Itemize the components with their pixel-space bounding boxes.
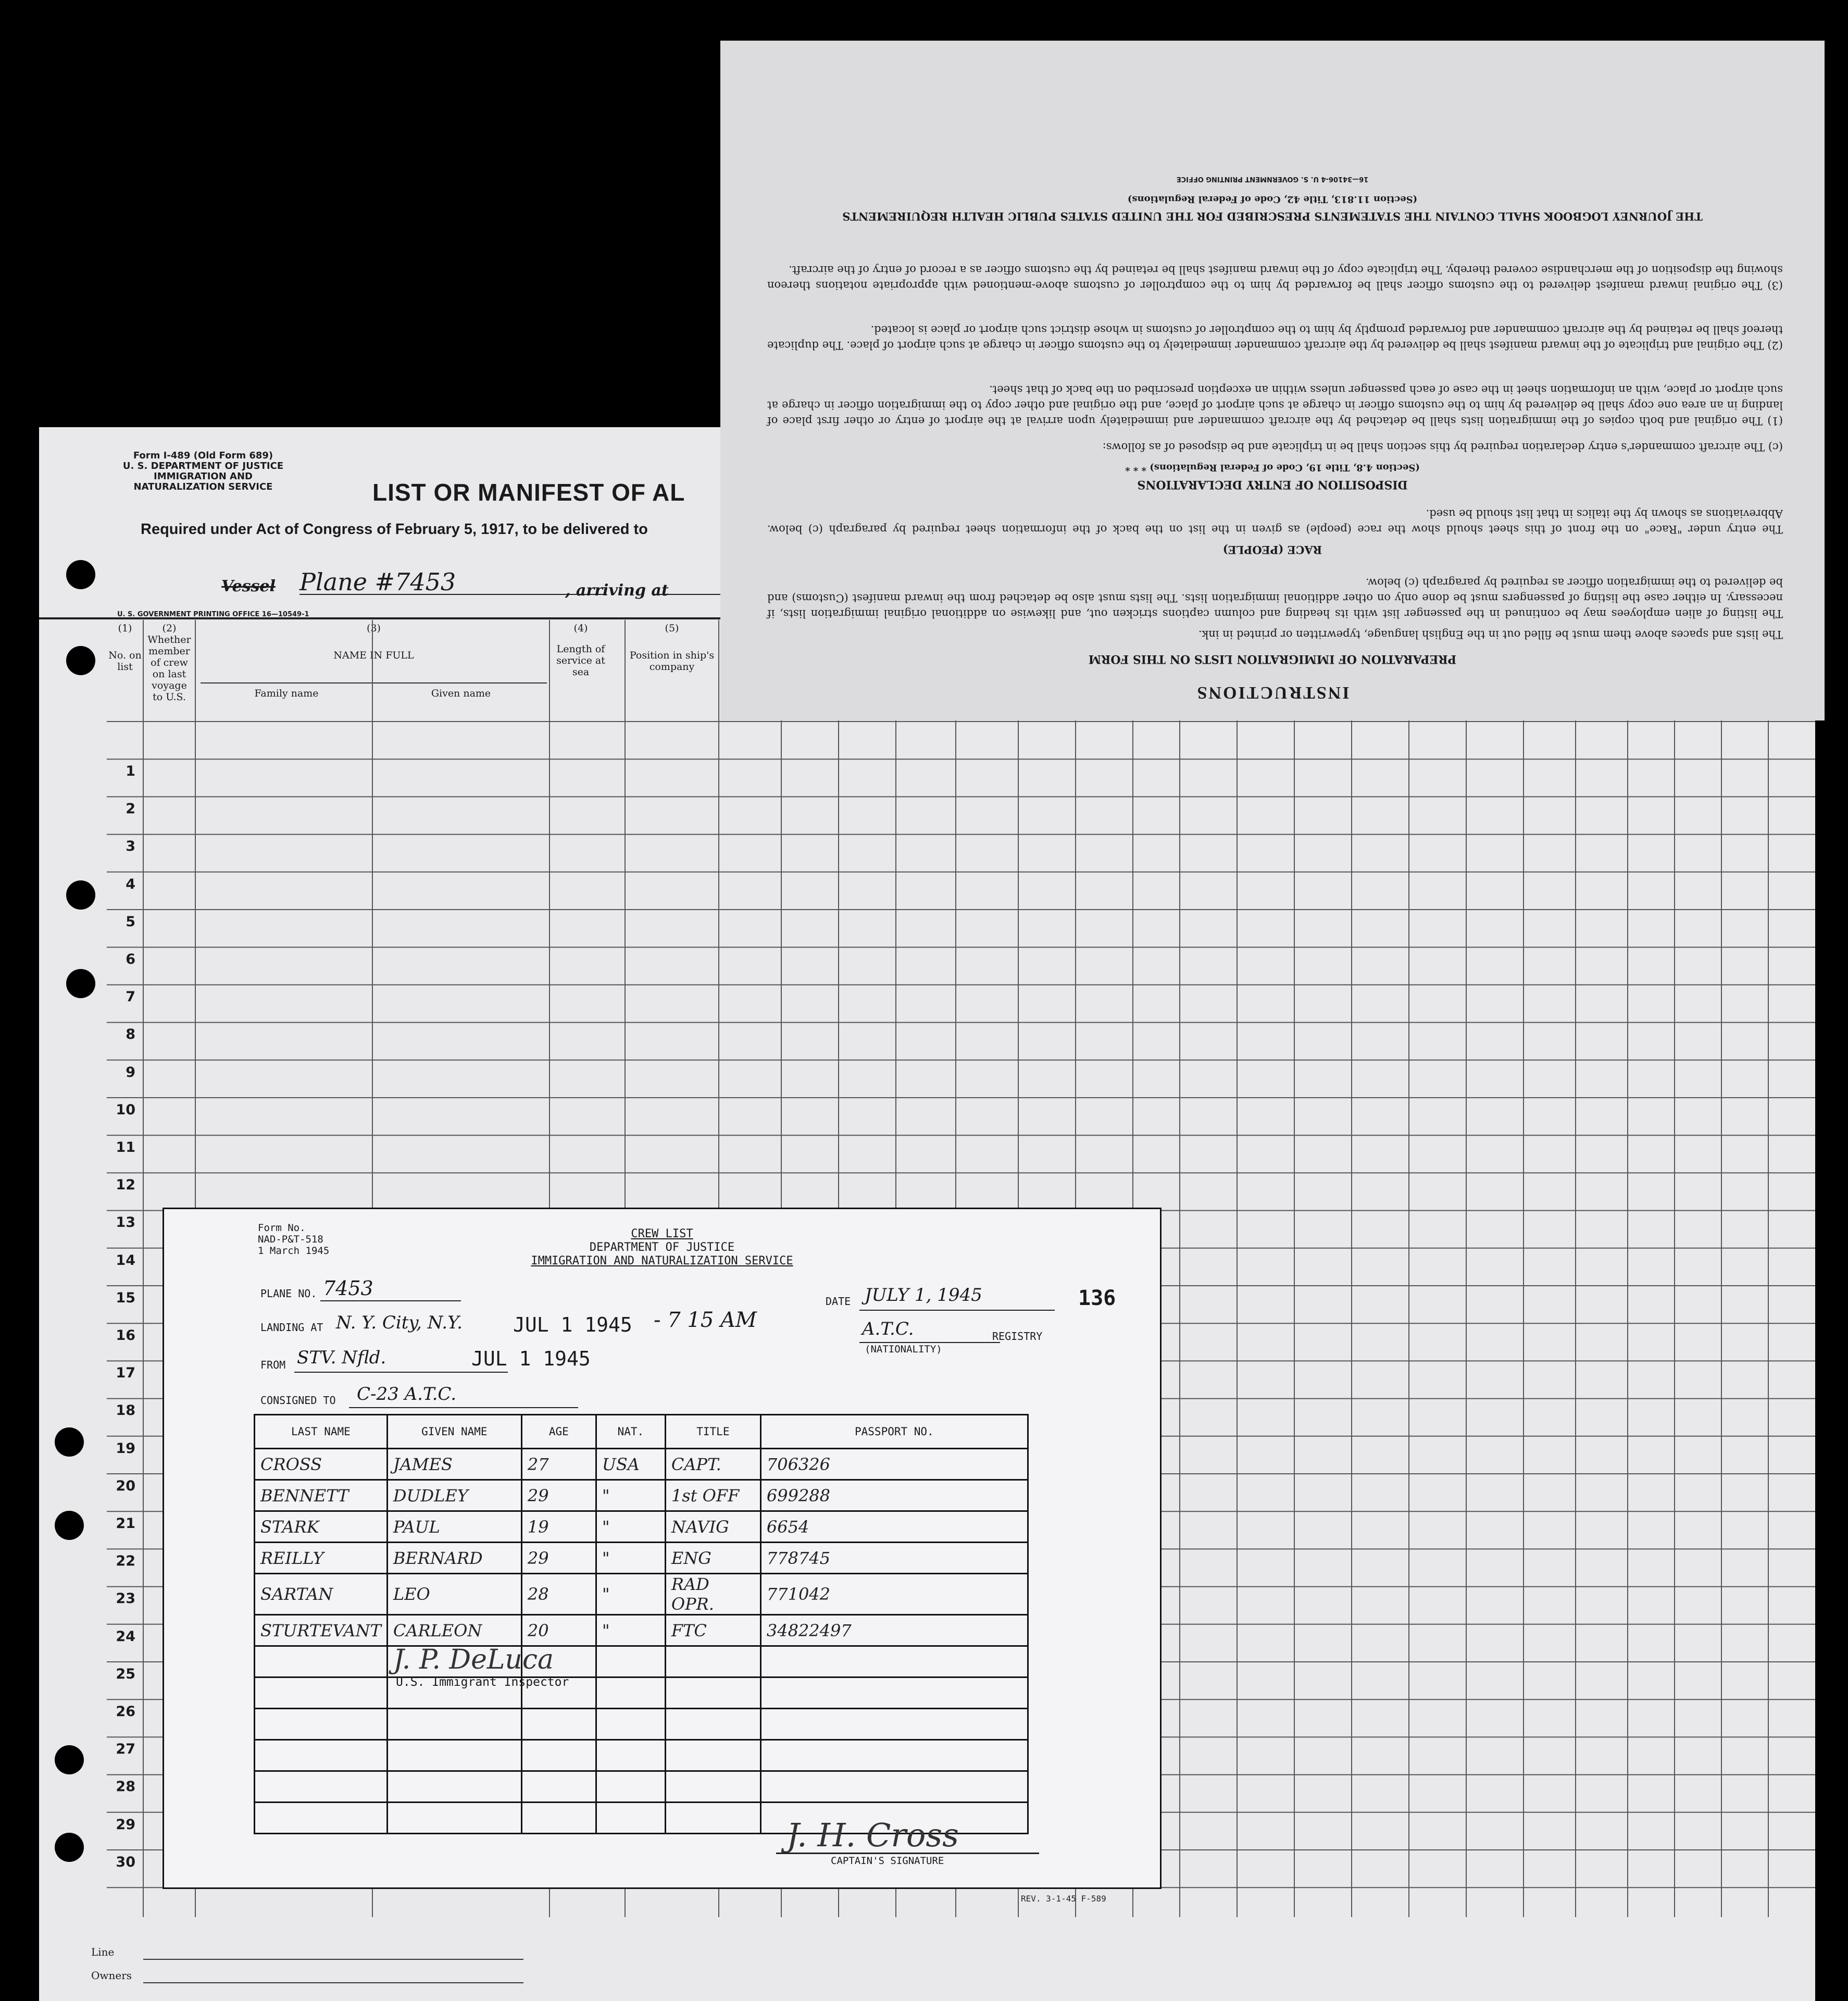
crew-title: CREW LIST DEPARTMENT OF JUSTICE IMMIGRATION AND NATURALIZATION SERVICE	[531, 1227, 793, 1267]
crew-row	[255, 1615, 1028, 1646]
nationality-label: (NATIONALITY)	[865, 1344, 942, 1355]
crew-cell-last	[255, 1803, 388, 1834]
crew-cell-last	[255, 1740, 388, 1771]
crew-cell-nat	[596, 1646, 665, 1677]
instructions-heading-race: RACE (PEOPLE)	[1222, 543, 1322, 556]
manifest-row-number: 2	[126, 801, 135, 817]
crew-cell-title: RAD OPR.	[665, 1574, 760, 1615]
col-given-name: GIVEN NAME	[387, 1415, 521, 1449]
manifest-row-number: 25	[116, 1666, 135, 1682]
crew-cell-title: FTC	[665, 1615, 760, 1646]
crew-cell-age: 20	[521, 1615, 596, 1646]
crew-cell-nat	[596, 1771, 665, 1803]
col5-header: (5) Position in ship's company	[629, 623, 715, 673]
plane-no-value: 7453	[323, 1277, 373, 1300]
crew-cell-passport	[760, 1709, 1028, 1740]
plane-no-label: PLANE NO.	[260, 1287, 317, 1300]
crew-cell-title	[665, 1709, 760, 1740]
manifest-row-number: 13	[116, 1214, 135, 1231]
manifest-row-number: 11	[116, 1139, 135, 1155]
crew-cell-passport: 778745	[760, 1543, 1028, 1574]
crew-cell-passport	[760, 1740, 1028, 1771]
manifest-row-number: 3	[126, 838, 135, 855]
col-title: TITLE	[665, 1415, 760, 1449]
manifest-row-number: 7	[126, 989, 135, 1005]
crew-cell-last: BENNETT	[255, 1480, 388, 1511]
crew-cell-passport	[760, 1646, 1028, 1677]
crew-cell-given: JAMES	[387, 1449, 521, 1480]
crew-cell-last: STARK	[255, 1511, 388, 1543]
instructions-heading-logbook: THE JOURNEY LOGBOOK SHALL CONTAIN THE STATEMENTS PRESCRIBED FOR THE UNITED STATES PUBLIC HEALTH REQUIREMENTS	[842, 210, 1703, 223]
captain-signature: J. H. Cross	[786, 1816, 959, 1854]
manifest-row-number: 29	[116, 1816, 135, 1833]
vessel-label: Vessel	[221, 577, 276, 595]
manifest-row-number: 24	[116, 1628, 135, 1645]
instructions-p8: (3) The original inward manifest delivered to the customs officer shall be forwarded by him to the comptroller of customs above-mentioned with appropriate notations thereon showing the disposition of the merchandise covered thereby. The triplicate copy of the inward manifest shall be retained by the customs officer as a record of entry of the aircraft.	[767, 264, 1783, 292]
crew-cell-title	[665, 1740, 760, 1771]
crew-row	[255, 1574, 1028, 1615]
crew-cell-passport: 34822497	[760, 1615, 1028, 1646]
crew-cell-given	[387, 1771, 521, 1803]
crew-cell-passport: 706326	[760, 1449, 1028, 1480]
col4-header: (4) Length of service at sea	[556, 623, 605, 678]
manifest-row-number: 17	[116, 1365, 135, 1382]
instructions-section-ref: (Section 4.8, Title 19, Code of Federal Regulations) * * *	[1125, 462, 1420, 473]
nationality-value: A.T.C.	[862, 1319, 914, 1339]
crew-cell-age	[521, 1803, 596, 1834]
registry-label: REGISTRY	[992, 1330, 1043, 1343]
crew-rev: REV. 3-1-45 F-589	[1021, 1894, 1106, 1904]
crew-cell-passport: 699288	[760, 1480, 1028, 1511]
from-label: FROM	[260, 1359, 286, 1371]
manifest-row-number: 16	[116, 1327, 135, 1344]
manifest-row-number: 12	[116, 1177, 135, 1194]
instructions-p6: (1) The original and both copies of the immigration lists shall be detached by the aircraft commander and immediately upon arrival at the airport of entry or other first place of landing in an area one copy shall be delivered by him to the customs officer in charge at such airport of place, and the original and other copy to the immigration officer in charge at such airport or place, with an information sheet in the case of each passenger unless within an exception prescribed on the back of that sheet.	[767, 383, 1783, 427]
footer-owners: Owners	[91, 1969, 132, 1982]
plane-no-rule	[320, 1300, 461, 1301]
crew-cell-title: NAVIG	[665, 1511, 760, 1543]
consigned-rule	[349, 1407, 578, 1408]
crew-cell-last	[255, 1709, 388, 1740]
crew-cell-title: 1st OFF	[665, 1480, 760, 1511]
crew-cell-age	[521, 1740, 596, 1771]
crew-cell-nat	[596, 1677, 665, 1709]
crew-cell-last	[255, 1646, 388, 1677]
crew-cell-age: 27	[521, 1449, 596, 1480]
crew-cell-title	[665, 1771, 760, 1803]
crew-cell-given	[387, 1740, 521, 1771]
crew-row	[255, 1480, 1028, 1511]
crew-row	[255, 1511, 1028, 1543]
footer-line: Line	[91, 1946, 115, 1958]
instructions-p2: The listing of alien employees may be continued in the passenger list with its heading and column captions stricken out, and likewise on additional original immigration lists, if necessary. In either case the listing of passengers must be done only on other additional immigration lists. The lists must also be detached from the inward manifest (Customs) and be delivered to the immigration officer as required by paragraph (c) below.	[767, 576, 1783, 620]
col2-header: (2) Whether member of crew on last voyage to U.S.	[147, 623, 191, 703]
instructions-heading-preparation: PREPARATION OF IMMIGRATION LISTS ON THIS FORM	[1088, 652, 1457, 666]
crew-row	[255, 1646, 1028, 1677]
instructions-p7: (2) The original and triplicate of the inward manifest shall be delivered by the aircraft commander immediately to the customs officer in charge at such airport of place. The duplicate thereof shall be retained by the aircraft commander and forwarded promptly by him to the comptroller of customs in whose district such airport or place is located.	[767, 324, 1783, 352]
crew-list-number: 136	[1078, 1286, 1116, 1310]
crew-cell-last: SARTAN	[255, 1574, 388, 1615]
crew-cell-passport: 6654	[760, 1511, 1028, 1543]
manifest-row-number: 26	[116, 1704, 135, 1720]
date-value: JULY 1, 1945	[865, 1285, 982, 1306]
crew-cell-age	[521, 1771, 596, 1803]
consigned-value: C-23 A.T.C.	[357, 1384, 457, 1405]
manifest-row-number: 9	[126, 1064, 135, 1080]
crew-cell-nat: "	[596, 1543, 665, 1574]
crew-cell-nat: "	[596, 1574, 665, 1615]
crew-cell-title	[665, 1646, 760, 1677]
crew-cell-nat: "	[596, 1615, 665, 1646]
form-header: Form I-489 (Old Form 689) U. S. DEPARTMENT OF JUSTICE IMMIGRATION AND NATURALIZATION SERVICE	[122, 450, 284, 492]
captain-rule	[776, 1853, 1039, 1854]
crew-cell-passport	[760, 1677, 1028, 1709]
crew-cell-given: BERNARD	[387, 1543, 521, 1574]
print-office: U. S. GOVERNMENT PRINTING OFFICE 16—10549-1	[117, 611, 309, 618]
manifest-row-number: 19	[116, 1440, 135, 1457]
manifest-row-number: 4	[126, 876, 135, 892]
crew-row	[255, 1449, 1028, 1480]
instructions-print: 16—34106-4 U. S. GOVERNMENT PRINTING OFFICE	[1176, 175, 1369, 183]
landing-stamp: JUL 1 1945	[513, 1313, 632, 1336]
manifest-row-number: 21	[116, 1515, 135, 1532]
crew-cell-age	[521, 1709, 596, 1740]
crew-cell-nat	[596, 1709, 665, 1740]
captain-label: CAPTAIN'S SIGNATURE	[831, 1855, 944, 1867]
crew-cell-nat: "	[596, 1480, 665, 1511]
crew-cell-nat	[596, 1803, 665, 1834]
crew-cell-given: DUDLEY	[387, 1480, 521, 1511]
instructions-sheet	[720, 41, 1825, 720]
manifest-row-number: 28	[116, 1779, 135, 1795]
crew-cell-title	[665, 1803, 760, 1834]
manifest-row-number: 30	[116, 1854, 135, 1870]
inspector-label: U.S. Immigrant Inspector	[396, 1675, 569, 1689]
arriving-label: , arriving at	[565, 581, 669, 600]
instructions-title: INSTRUCTIONS	[1195, 683, 1350, 702]
date-rule	[859, 1310, 1055, 1311]
col3-header: (3) NAME IN FULL	[333, 623, 414, 661]
col1-header: (1) No. on list	[108, 623, 142, 673]
crew-cell-nat: USA	[596, 1449, 665, 1480]
manifest-row-number: 10	[116, 1101, 135, 1118]
family-name-header: Family name	[254, 688, 319, 699]
manifest-subtitle: Required under Act of Congress of February 5, 1917, to be delivered to	[141, 521, 648, 538]
crew-cell-nat: "	[596, 1511, 665, 1543]
crew-cell-given	[387, 1709, 521, 1740]
crew-cell-title: CAPT.	[665, 1449, 760, 1480]
vessel-value: Plane #7453	[299, 568, 456, 596]
manifest-row-number: 8	[126, 1026, 135, 1043]
manifest-row-number: 22	[116, 1553, 135, 1570]
crew-list-card	[163, 1208, 1162, 1889]
crew-cell-last: STURTEVANT	[255, 1615, 388, 1646]
crew-cell-passport: 771042	[760, 1574, 1028, 1615]
manifest-row-number: 27	[116, 1741, 135, 1758]
crew-row	[255, 1771, 1028, 1803]
crew-row	[255, 1677, 1028, 1709]
manifest-title: LIST OR MANIFEST OF AL	[372, 479, 685, 506]
instructions-logbook-ref: (Section 11.813, Title 42, Code of Federal Regulations)	[1127, 194, 1418, 205]
consigned-label: CONSIGNED TO	[260, 1394, 336, 1407]
instructions-p1: The lists and spaces above them must be filled out in the English language, typewritten or printed in ink.	[1198, 628, 1783, 641]
landing-time: - 7 15 AM	[654, 1308, 757, 1332]
col-last-name: LAST NAME	[255, 1415, 388, 1449]
footer-line-rule	[143, 1959, 523, 1960]
instructions-p5: (c) The aircraft commander's entry declaration required by this section shall be in triplicate and be disposed of as follows:	[1102, 441, 1783, 453]
crew-table-header	[255, 1415, 1028, 1449]
instructions-p3: The entry under "Race" on the front of this sheet should show the race (people) as given in the list on the back of the information sheet required by paragraph (c) below. Abbreviations as shown by the italics in that list should be used.	[767, 507, 1783, 536]
landing-value: N. Y. City, N.Y.	[336, 1312, 463, 1333]
manifest-row-number: 6	[126, 951, 135, 967]
crew-cell-given: CARLEON	[387, 1615, 521, 1646]
manifest-row-number: 20	[116, 1477, 135, 1494]
manifest-row-number: 23	[116, 1590, 135, 1607]
manifest-row-number: 18	[116, 1402, 135, 1419]
crew-row	[255, 1709, 1028, 1740]
crew-cell-last: CROSS	[255, 1449, 388, 1480]
crew-cell-last	[255, 1771, 388, 1803]
nationality-rule	[859, 1342, 1000, 1343]
crew-cell-given	[387, 1803, 521, 1834]
from-value: STV. Nfld.	[297, 1347, 386, 1368]
crew-cell-given: LEO	[387, 1574, 521, 1615]
crew-cell-age: 19	[521, 1511, 596, 1543]
crew-cell-given: PAUL	[387, 1511, 521, 1543]
manifest-row-number: 1	[126, 763, 135, 779]
crew-cell-last	[255, 1677, 388, 1709]
crew-row	[255, 1740, 1028, 1771]
crew-cell-nat	[596, 1740, 665, 1771]
col-nat: NAT.	[596, 1415, 665, 1449]
inspector-signature: J. P. DeLuca	[393, 1644, 554, 1675]
crew-cell-title	[665, 1677, 760, 1709]
crew-cell-age: 28	[521, 1574, 596, 1615]
manifest-row-number: 5	[126, 913, 135, 930]
manifest-row-number: 15	[116, 1289, 135, 1306]
crew-cell-last: REILLY	[255, 1543, 388, 1574]
landing-label: LANDING AT	[260, 1321, 323, 1334]
crew-form-id: Form No. NAD-P&T-518 1 March 1945	[258, 1222, 330, 1257]
col-age: AGE	[521, 1415, 596, 1449]
given-name-header: Given name	[431, 688, 491, 699]
instructions-heading-disposition: DISPOSITION OF ENTRY DECLARATIONS	[1137, 478, 1408, 491]
crew-row	[255, 1543, 1028, 1574]
crew-cell-passport	[760, 1771, 1028, 1803]
crew-cell-age: 29	[521, 1480, 596, 1511]
from-rule	[294, 1372, 508, 1373]
from-stamp: JUL 1 1945	[471, 1347, 591, 1370]
crew-cell-title: ENG	[665, 1543, 760, 1574]
crew-table	[254, 1414, 1029, 1834]
manifest-row-number: 14	[116, 1252, 135, 1269]
crew-cell-age: 29	[521, 1543, 596, 1574]
footer-owners-rule	[143, 1982, 523, 1983]
instructions-rotated	[720, 41, 1825, 720]
col-passport: PASSPORT NO.	[760, 1415, 1028, 1449]
date-label: DATE	[826, 1295, 851, 1308]
